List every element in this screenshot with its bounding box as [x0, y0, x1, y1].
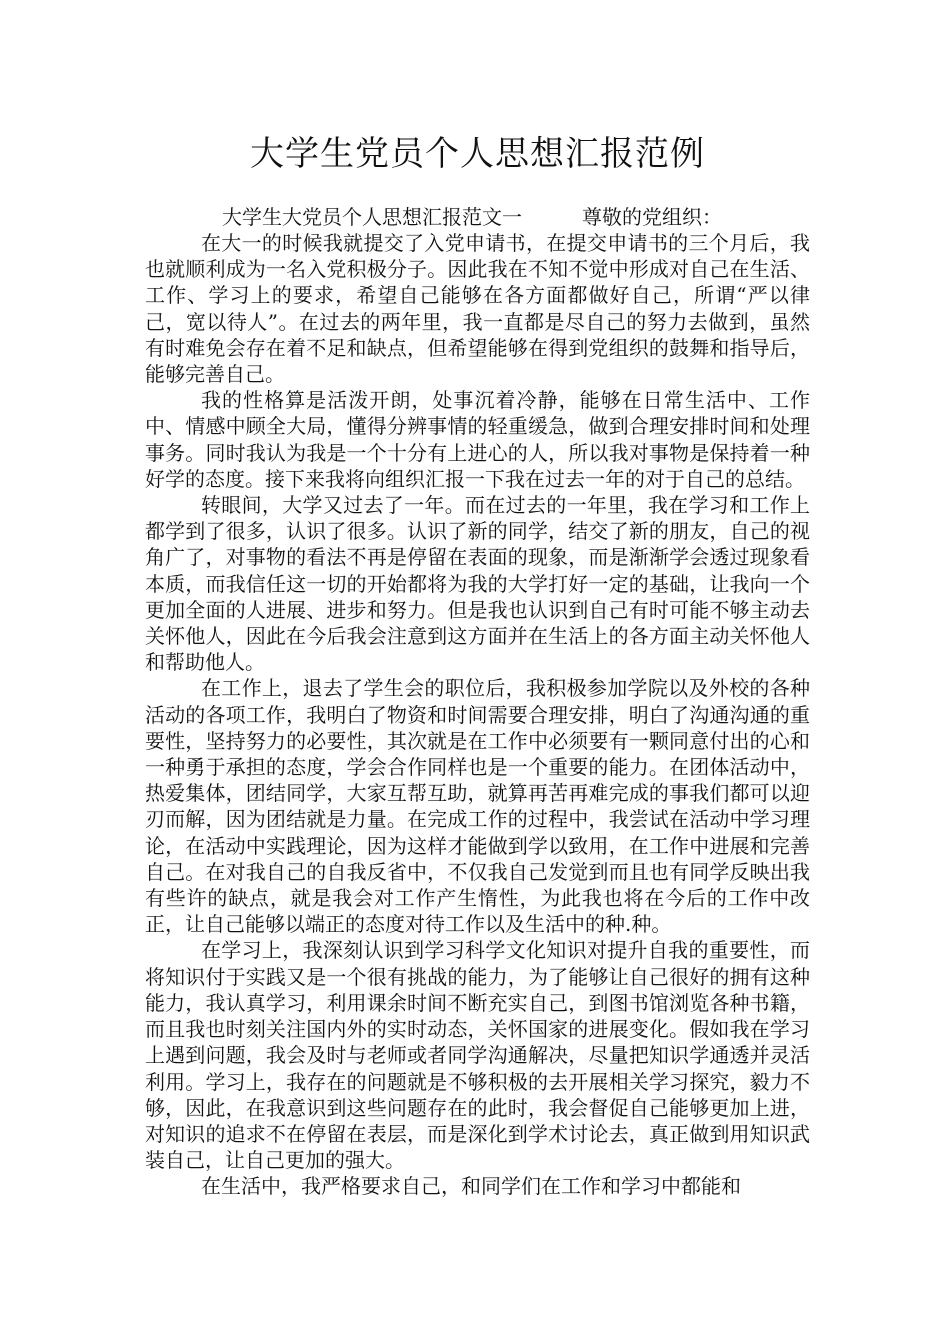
- intro-heading: 大学生大党员个人思想汇报范文一: [222, 205, 522, 229]
- paragraph-1: 在大一的时候我就提交了入党申请书，在提交申请书的三个月后，我也就顺利成为一名入党积极分子。因此我在不知不觉中形成对自己在生活、工作、学习上的要求，希望自己能够在各方面都做好自己，所谓“严以律己，宽以待人”。在过去的两年里，我一直都是尽自己的努力去做到，虽然有时难免会存在着不足和缺点，但希望能够在得到党组织的鼓舞和指导后，能够完善自己。: [145, 231, 810, 387]
- paragraph-6: 在生活中，我严格要求自己，和同学们在工作和学习中都能和: [201, 1174, 741, 1199]
- paragraph-5: 在学习上，我深刻认识到学习科学文化知识对提升自我的重要性，而将知识付于实践又是一个很有挑战的能力，为了能够让自己很好的拥有这种能力，我认真学习，利用课余时间不断充实自己，到图书馆浏览各种书籍，而且我也时刻关注国内外的实时动态，关怀国家的进展变化。假如我在学习上遇到问题，我会及时与老师或者同学沟通解决，尽量把知识学通透并灵活利用。学习上，我存在的问题就是不够积极的去开展相关学习探究，毅力不够，因此，在我意识到这些问题存在的此时，我会督促自己能够更加上进，对知识的追求不在停留在表层，而是深化到学术讨论去，真正做到用知识武装自己，让自己更加的强大。: [145, 938, 810, 1173]
- paragraph-4: 在工作上，退去了学生会的职位后，我积极参加学院以及外校的各种活动的各项工作，我明白了物资和时间需要合理安排，明白了沟通沟通的重要性，坚持努力的必要性，其次就是在工作中必须要有一颗同意付出的心和一种勇于承担的态度，学会合作同样也是一个重要的能力。在团体活动中，热爱集体，团结同学，大家互帮互助，就算再苦再难完成的事我们都可以迎刃而解，因为团结就是力量。在完成工作的过程中，我尝试在活动中学习理论，在活动中实践理论，因为这样才能做到学以致用，在工作中进展和完善自己。在对我自己的自我反省中，不仅我自己发觉到而且也有同学反映出我有些许的缺点，就是我会对工作产生惰性，为此我也将在今后的工作中改正，让自己能够以端正的态度对待工作以及生活中的种.种。: [145, 676, 810, 937]
- document-page: [145, 0, 810, 1200]
- salutation: 尊敬的党组织：: [582, 205, 722, 229]
- document-title: 大学生党员个人思想汇报范例: [250, 134, 705, 174]
- paragraph-3: 转眼间，大学又过去了一年。而在过去的一年里，我在学习和工作上都学到了很多，认识了很多。认识了新的同学，结交了新的朋友，自己的视角广了，对事物的看法不再是停留在表面的现象，而是渐渐学会透过现象看本质，而我信任这一切的开始都将为我的大学打好一定的基础，让我向一个更加全面的人进展、进步和努力。但是我也认识到自己有时可能不够主动去关怀他人，因此在今后我会注意到这方面并在生活上的各方面主动关怀他人和帮助他人。: [145, 493, 810, 675]
- paragraph-2: 我的性格算是活泼开朗，处事沉着冷静，能够在日常生活中、工作中、情感中顾全大局，懂得分辨事情的轻重缓急，做到合理安排时间和处理事务。同时我认为我是一个十分有上进心的人，所以我对事物是保持着一种好学的态度。接下来我将向组织汇报一下我在过去一年的对于自己的总结。: [145, 388, 810, 491]
- intro-line: [145, 204, 810, 230]
